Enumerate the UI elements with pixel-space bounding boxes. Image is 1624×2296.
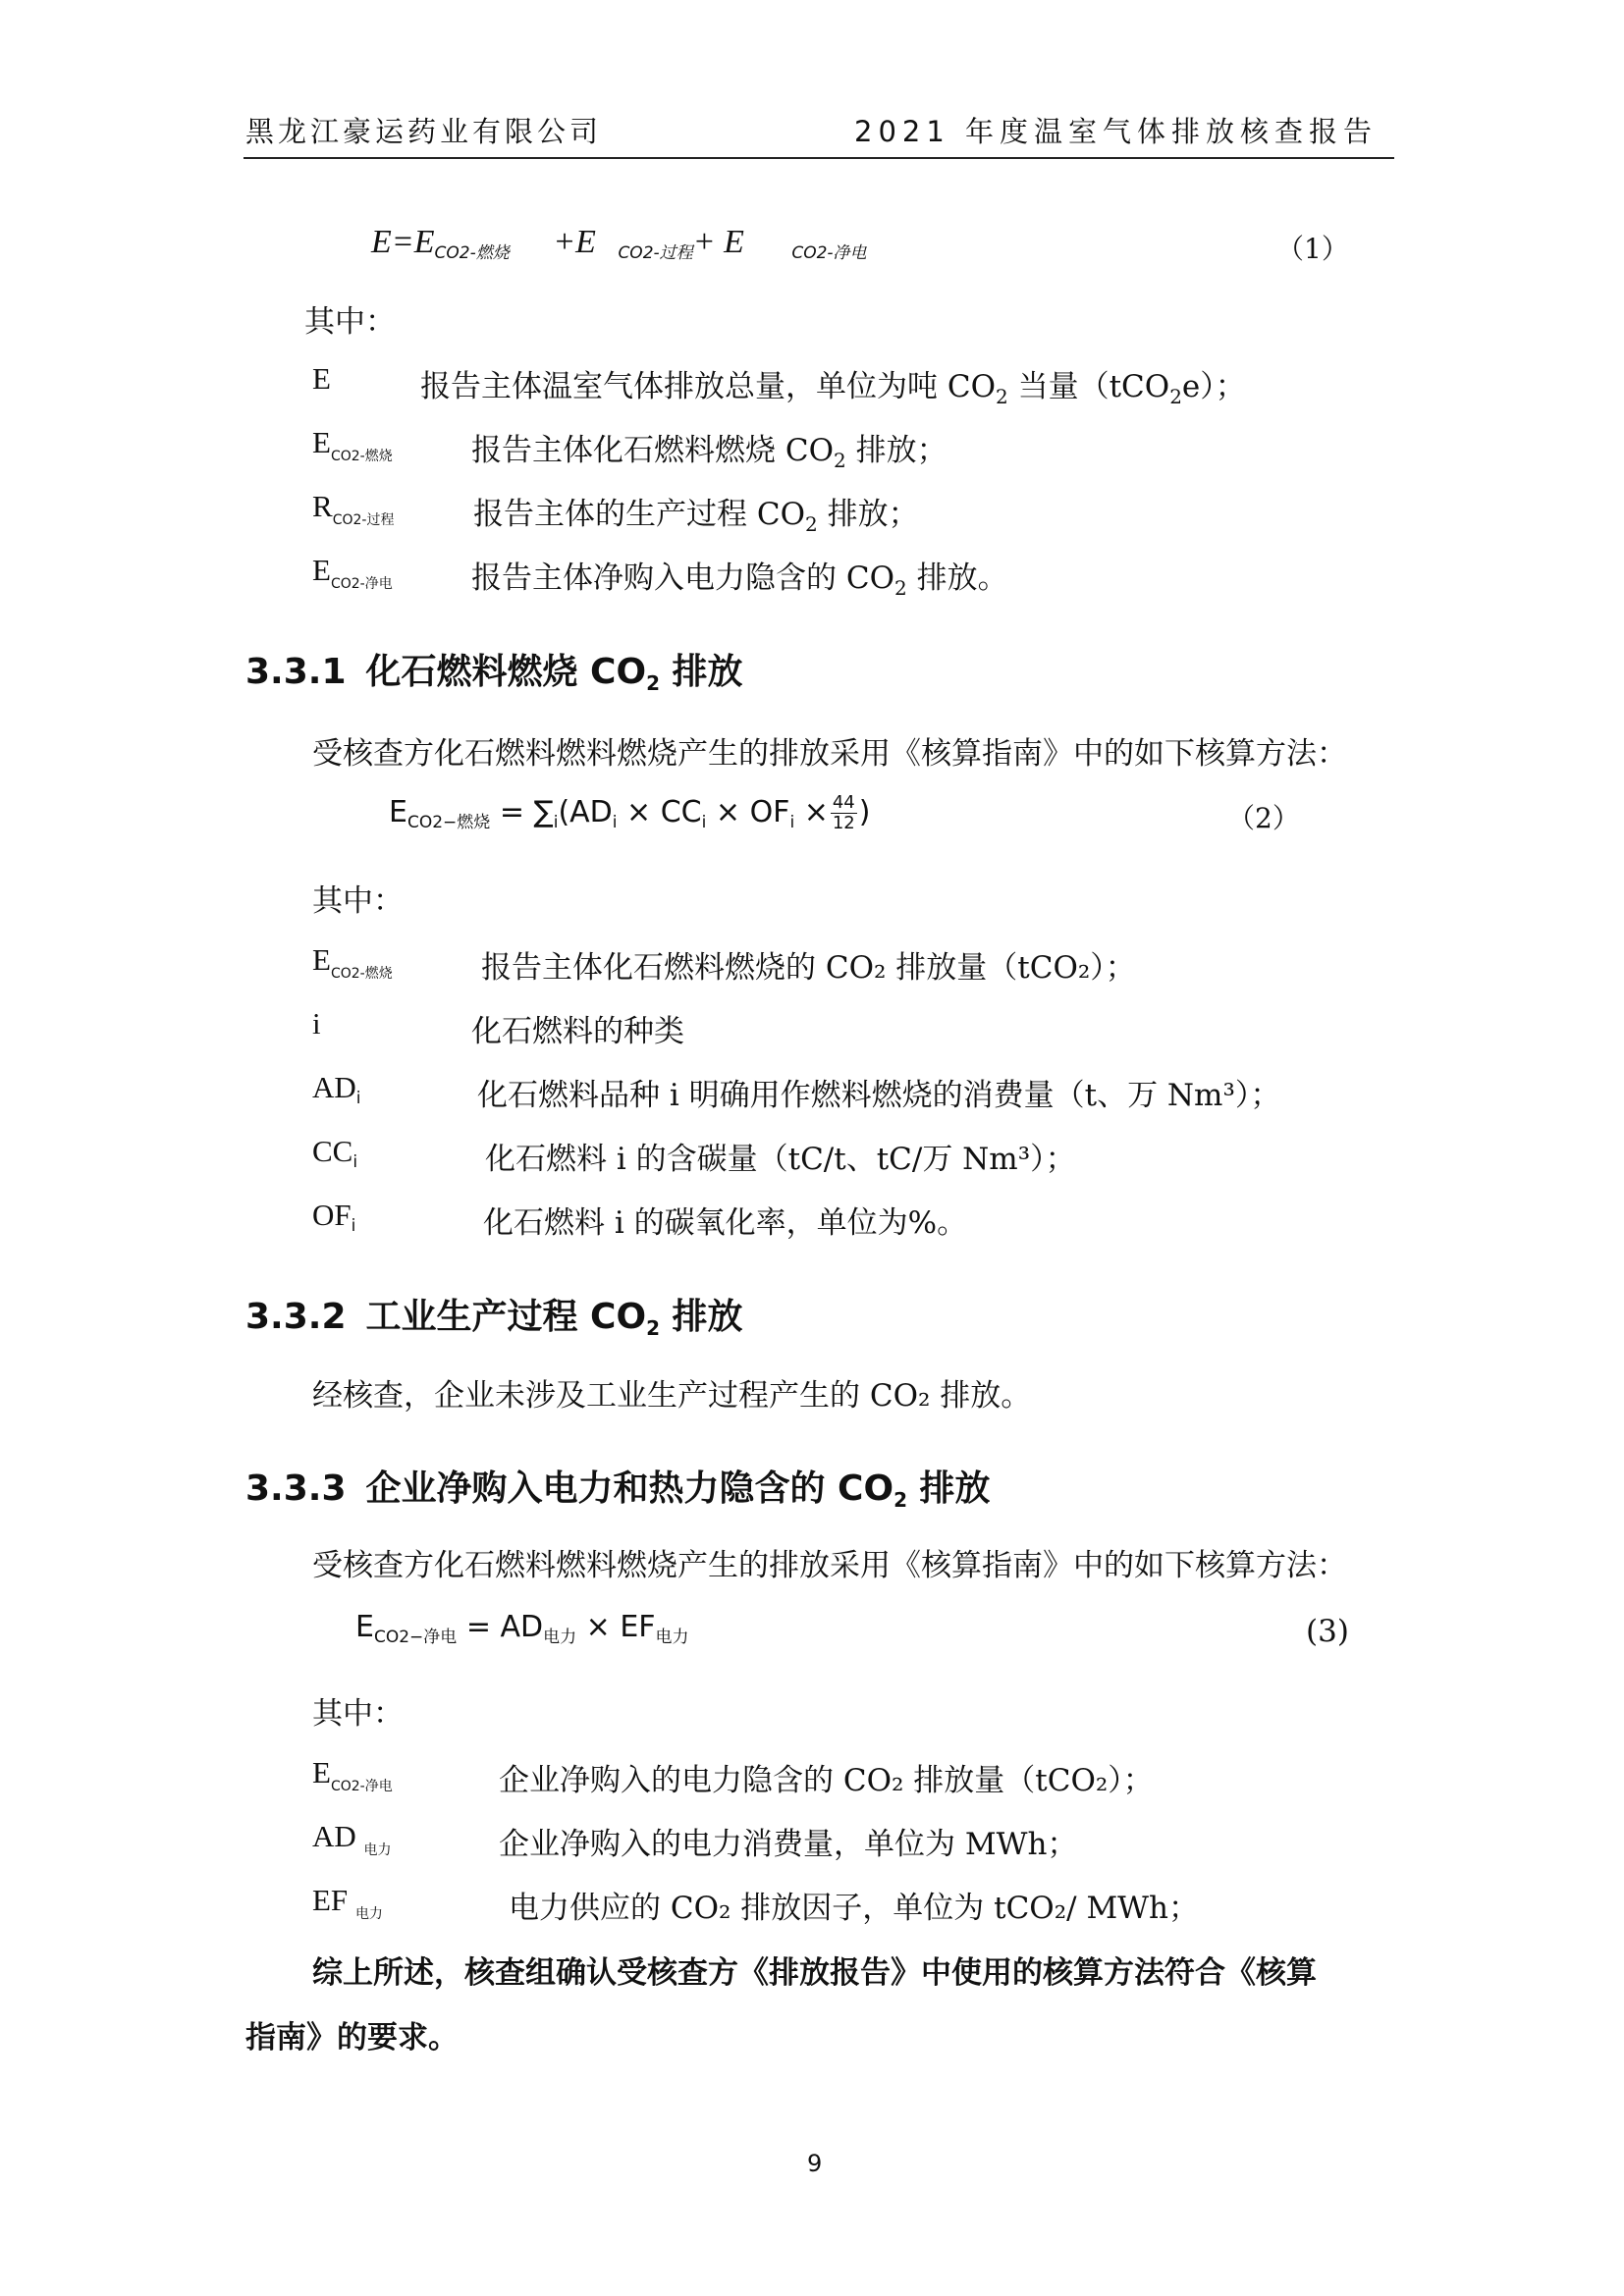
fraction-44-12: $\frac{44}{12}$: [832, 792, 855, 833]
where2-sym-OFi: $OF_i$: [312, 1198, 356, 1236]
section-3-3-2-text: 经核查，企业未涉及工业生产过程产生的 CO₂ 排放。: [312, 1378, 1032, 1414]
eq1-sub2: CO2-过程: [618, 243, 693, 263]
equation-2: $E_{CO2-燃烧} = \sum_i(AD_i \times CC_i \times OF_i$ × $\frac{44}{12}$ ): [389, 792, 871, 833]
where2-sym-i: i: [312, 1006, 321, 1041]
where1-sym-E: E: [312, 361, 331, 396]
page-number: 9: [807, 2150, 823, 2177]
eq1-plus2: + E: [692, 224, 744, 260]
where3-text-EF-power: 电力供应的 CO₂ 排放因子，单位为 tCO₂/ MWh；: [509, 1891, 1200, 1926]
section-3-3-2-heading: 3.3.2 工业生产过程 CO2 排放: [245, 1297, 743, 1340]
conclusion-line-1: 综上所述，核查组确认受核查方《排放报告》中使用的核算方法符合《核算: [312, 1955, 1317, 1991]
where3-sym-AD-power: AD $_{电力}$: [312, 1819, 392, 1858]
where1-sym-E-electricity: $E_{CO2-净电}$: [312, 553, 393, 592]
where1-sym-E-combustion: $E_{CO2-燃烧}$: [312, 425, 393, 464]
header-company: 黑龙江豪运药业有限公司: [245, 115, 603, 148]
where3-text-AD-power: 企业净购入的电力消费量，单位为 MWh；: [499, 1827, 1078, 1862]
where-label-3: 其中：: [312, 1696, 404, 1732]
where2-text-OFi: 化石燃料 i 的碳氧化率，单位为%。: [483, 1205, 968, 1241]
where2-text-CCi: 化石燃料 i 的含碳量（tC/t、tC/万 Nm³）；: [485, 1142, 1076, 1177]
where-label-1: 其中：: [304, 304, 396, 340]
where1-text-E-combustion: 报告主体化石燃料燃烧 $CO_2$ 排放；: [471, 433, 947, 472]
where1-text-R-process: 报告主体的生产过程 $CO_2$ 排放；: [473, 497, 919, 536]
equation-1-number: （1）: [1276, 233, 1349, 265]
where3-sym-E-electricity: $E_{CO2-净电}$: [312, 1755, 393, 1794]
equation-3-number: (3): [1306, 1614, 1349, 1649]
eq1-plus1: +E: [553, 224, 596, 260]
eq1-sub3: CO2-净电: [791, 243, 867, 263]
equation-1: [371, 224, 867, 263]
where2-sym-CCi: $CC_i$: [312, 1134, 358, 1172]
header-report-title: 2021 年度温室气体排放核查报告: [854, 115, 1379, 148]
where2-sym-ADi: $AD_i$: [312, 1070, 361, 1108]
conclusion-line-2: 指南》的要求。: [245, 2020, 459, 2056]
eq1-equals: =: [391, 224, 414, 260]
section-3-3-1-intro: 受核查方化石燃料燃料燃烧产生的排放采用《核算指南》中的如下核算方法：: [312, 736, 1347, 772]
where2-text-i: 化石燃料的种类: [471, 1014, 684, 1049]
eq1-E1: E: [413, 224, 435, 260]
equation-3: $E_{CO2-净电} = AD_{电力} \times EF_{电力}$: [355, 1610, 689, 1647]
where3-text-E-electricity: 企业净购入的电力隐含的 CO₂ 排放量（tCO₂）；: [499, 1763, 1154, 1798]
header-rule: [244, 157, 1394, 159]
equation-2-number: （2）: [1227, 802, 1300, 834]
section-3-3-3-heading: 3.3.3 企业净购入电力和热力隐含的 CO2 排放: [245, 1468, 991, 1512]
where1-sym-R-process: $R_{CO2-过程}$: [312, 489, 395, 528]
where2-text-ADi: 化石燃料品种 i 明确用作燃料燃烧的消费量（t、万 Nm³）；: [477, 1078, 1281, 1113]
where1-text-E: 报告主体温室气体排放总量，单位为吨 $CO_2$ 当量（tCO$_2$e）；: [420, 369, 1246, 408]
where1-text-E-electricity: 报告主体净购入电力隐含的 $CO_2$ 排放。: [471, 561, 1008, 600]
section-3-3-3-intro: 受核查方化石燃料燃料燃烧产生的排放采用《核算指南》中的如下核算方法：: [312, 1548, 1347, 1583]
eq1-E: E: [371, 224, 392, 260]
section-3-3-1-heading: 3.3.1 化石燃料燃烧 CO2 排放: [245, 652, 743, 695]
where-label-2: 其中：: [312, 883, 404, 919]
eq1-sub1: CO2-燃烧: [434, 243, 510, 263]
where3-sym-EF-power: EF $_{电力}$: [312, 1883, 383, 1922]
where2-sym-E-combustion: $E_{CO2-燃烧}$: [312, 942, 393, 982]
where2-text-E-combustion: 报告主体化石燃料燃烧的 CO₂ 排放量（tCO₂）；: [481, 950, 1136, 986]
